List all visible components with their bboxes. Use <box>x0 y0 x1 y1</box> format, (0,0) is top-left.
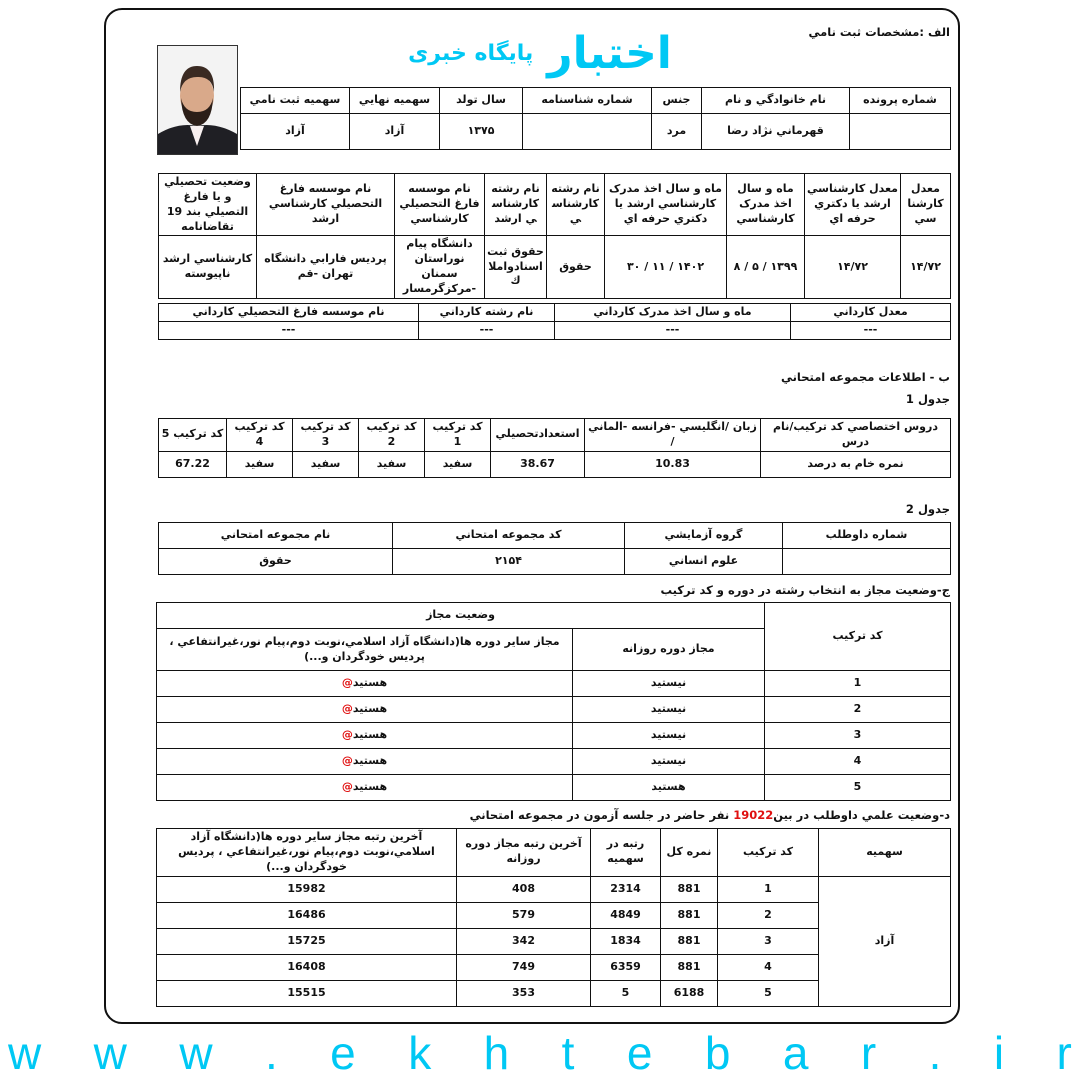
rank-cell: 4849 <box>591 902 661 928</box>
header-cell: آخرين رتبه مجاز دوره روزانه <box>457 829 591 877</box>
url-char: . <box>928 1027 942 1079</box>
other-status: هستيد <box>352 728 388 742</box>
at-mark: @ <box>341 676 353 690</box>
header-cell: استعدادتحصيلي <box>491 419 585 452</box>
registered-quota-value: آزاد <box>241 114 350 150</box>
daily-cell: نيستيد <box>573 671 765 697</box>
header-cell: نام موسسه فارغ التحصيلي كارشناسي <box>395 174 485 236</box>
score-cell: 881 <box>661 902 718 928</box>
code-cell: 1 <box>765 671 951 697</box>
header-cell: كد تركيب <box>765 603 951 671</box>
at-mark: @ <box>341 754 353 768</box>
table-header-row <box>159 304 951 322</box>
header-cell: وضعيت تحصيلي و يا فارغ التصيلي بند 19 تقاضانامه <box>159 174 257 236</box>
watermark-logo: اختبار <box>547 28 672 79</box>
code-cell: 1 <box>718 876 819 902</box>
table-cell: سفيد <box>425 451 491 477</box>
header-cell: نام رشته كارداني <box>419 304 555 322</box>
header-cell: نام رشته كارشناسي <box>547 174 605 236</box>
ranking-table <box>156 828 951 1007</box>
section-d-prefix: د-وضعيت علمي داوطلب در بين <box>773 808 950 822</box>
birth-year-value: ۱۳۷۵ <box>440 114 523 150</box>
table1-caption: جدول 1 <box>905 392 950 406</box>
at-mark: @ <box>341 702 353 716</box>
url-char: w <box>8 1027 42 1079</box>
table-cell: سفيد <box>227 451 293 477</box>
table-row <box>157 671 951 697</box>
header-cell: كد تركيب <box>718 829 819 877</box>
section-d-suffix: نفر حاضر در جلسه آزمون در مجموعه امتحاني <box>469 808 734 822</box>
table-header-row <box>157 829 951 877</box>
exam-scores-table <box>158 418 951 478</box>
header-cell: سهميه ثبت نامي <box>241 88 350 114</box>
associate-degree-table <box>158 303 951 340</box>
table-cell: ۱۴/۷۲ <box>901 236 951 298</box>
url-char: e <box>626 1027 653 1079</box>
eligibility-table <box>156 602 951 801</box>
table-row <box>157 775 951 801</box>
other-status: هستيد <box>352 702 388 716</box>
participant-count: 19022 <box>733 808 774 822</box>
other-rank-cell: 15725 <box>157 928 457 954</box>
other-rank-cell: 15515 <box>157 980 457 1006</box>
header-cell: شماره شناسنامه <box>523 88 652 114</box>
exam-group-table <box>158 522 951 575</box>
header-cell: ماه و سال اخذ مدرک كارداني <box>555 304 791 322</box>
table-cell: سفيد <box>359 451 425 477</box>
website-url <box>0 1027 1080 1079</box>
other-cell <box>157 775 573 801</box>
header-cell: شماره داوطلب <box>783 523 951 549</box>
table-row <box>159 451 951 477</box>
score-cell: 881 <box>661 954 718 980</box>
id-number-value <box>523 114 652 150</box>
url-char: b <box>704 1027 731 1079</box>
daily-cell: نيستيد <box>573 723 765 749</box>
header-cell: نمره كل <box>661 829 718 877</box>
code-cell: 5 <box>765 775 951 801</box>
header-cell: معدل كارشناسي ارشد يا دكتري حرفه اي <box>805 174 901 236</box>
other-status: هستيد <box>352 780 388 794</box>
table-cell: --- <box>555 321 791 339</box>
table-row <box>157 697 951 723</box>
table2-caption: جدول 2 <box>905 502 950 516</box>
table-cell: دانشگاه پيام نوراستان سمنان -مركزگرمسار <box>395 236 485 298</box>
header-cell: نام خانوادگي و نام <box>702 88 850 114</box>
table-cell: حقوق <box>547 236 605 298</box>
url-char: w <box>93 1027 127 1079</box>
header-cell: دروس اختصاصي كد تركيب/نام درس <box>761 419 951 452</box>
section-d-title <box>470 808 950 822</box>
daily-cell: هستيد <box>573 775 765 801</box>
header-cell: سهميه نهايي <box>350 88 440 114</box>
header-cell: معدل كارداني <box>791 304 951 322</box>
header-cell: معدل كارشناسي <box>901 174 951 236</box>
header-cell: كد تركيب 3 <box>293 419 359 452</box>
table-cell: علوم انساني <box>625 549 783 575</box>
table-cell: --- <box>419 321 555 339</box>
other-cell <box>157 697 573 723</box>
table-row <box>159 549 951 575</box>
code-cell: 3 <box>765 723 951 749</box>
other-rank-cell: 16486 <box>157 902 457 928</box>
quota-cell: آزاد <box>819 876 951 1006</box>
table-row <box>241 114 951 150</box>
at-mark: @ <box>341 728 353 742</box>
url-char: r <box>1056 1027 1072 1079</box>
header-cell: سهميه <box>819 829 951 877</box>
code-cell: 5 <box>718 980 819 1006</box>
score-cell: 881 <box>661 876 718 902</box>
daily-cell: نيستيد <box>573 697 765 723</box>
file-number-value <box>850 114 951 150</box>
url-char: k <box>408 1027 432 1079</box>
url-char: t <box>561 1027 575 1079</box>
other-cell <box>157 723 573 749</box>
table-cell: 10.83 <box>585 451 761 477</box>
table-cell: ۱۴/۷۲ <box>805 236 901 298</box>
url-char: e <box>330 1027 356 1079</box>
header-cell: كد تركيب 2 <box>359 419 425 452</box>
table-header-row <box>159 523 951 549</box>
header-cell: وضعيت مجاز <box>157 603 765 629</box>
table-cell: ۲۱۵۴ <box>393 549 625 575</box>
final-quota-value: آزاد <box>350 114 440 150</box>
table-cell: حقوق ثبت اسنادواملاك <box>485 236 547 298</box>
code-cell: 3 <box>718 928 819 954</box>
daily-rank-cell: 342 <box>457 928 591 954</box>
header-cell: گروه آزمايشي <box>625 523 783 549</box>
section-a-title: الف :مشخصات ثبت نامي <box>808 25 950 39</box>
table-row <box>159 321 951 339</box>
personal-info-table <box>240 87 951 150</box>
table-header-row <box>159 419 951 452</box>
rank-cell: 1834 <box>591 928 661 954</box>
table-cell: ۱۳۹۹ / ۵ / ۸ <box>727 236 805 298</box>
table-cell: سفيد <box>293 451 359 477</box>
table-cell: --- <box>159 321 419 339</box>
other-rank-cell: 16408 <box>157 954 457 980</box>
watermark-tagline: پایگاه خبری <box>408 41 534 66</box>
header-cell: كد تركيب 1 <box>425 419 491 452</box>
candidate-photo <box>157 45 238 155</box>
url-char: w <box>179 1027 213 1079</box>
header-cell: آخرين رتبه مجاز ساير دوره ها(دانشگاه آزاد اسلامي،نوبت دوم،پيام نور،غيرانتفاعي ، پرديس خودگردان و...) <box>157 829 457 877</box>
table-cell: حقوق <box>159 549 393 575</box>
url-char: h <box>483 1027 510 1079</box>
url-char: . <box>264 1027 278 1079</box>
url-char: i <box>993 1027 1005 1079</box>
table-cell: 67.22 <box>159 451 227 477</box>
rank-cell: 6359 <box>591 954 661 980</box>
table-cell: ۱۴۰۲ / ۱۱ / ۳۰ <box>605 236 727 298</box>
other-status: هستيد <box>352 754 388 768</box>
table-cell: پرديس فارابي دانشگاه تهران -قم <box>257 236 395 298</box>
header-cell: رتبه در سهميه <box>591 829 661 877</box>
header-cell: نام موسسه فارغ التحصيلي كارشناسي ارشد <box>257 174 395 236</box>
table-cell: 38.67 <box>491 451 585 477</box>
score-cell: 6188 <box>661 980 718 1006</box>
header-cell: نام رشته كارشناسي ارشد <box>485 174 547 236</box>
table-cell: --- <box>791 321 951 339</box>
score-cell: 881 <box>661 928 718 954</box>
table-header-row <box>159 174 951 236</box>
url-char: a <box>782 1027 809 1079</box>
full-name-value: قهرماني نژاد رضا <box>702 114 850 150</box>
daily-rank-cell: 749 <box>457 954 591 980</box>
header-cell: كد مجموعه امتحاني <box>393 523 625 549</box>
daily-rank-cell: 353 <box>457 980 591 1006</box>
table-row <box>157 749 951 775</box>
other-rank-cell: 15982 <box>157 876 457 902</box>
at-mark: @ <box>341 780 353 794</box>
rank-cell: 2314 <box>591 876 661 902</box>
header-cell: كد تركيب 5 <box>159 419 227 452</box>
header-cell: سال تولد <box>440 88 523 114</box>
section-b-title: ب - اطلاعات مجموعه امتحاني <box>780 370 950 384</box>
table-row <box>159 236 951 298</box>
code-cell: 2 <box>765 697 951 723</box>
header-cell: كد تركيب 4 <box>227 419 293 452</box>
header-cell: نام مجموعه امتحاني <box>159 523 393 549</box>
other-cell <box>157 749 573 775</box>
header-cell: مجاز ساير دوره ها(دانشگاه آزاد اسلامي،نوبت دوم،پيام نور،غيرانتفاعي ، پرديس خودگردان و...) <box>157 629 573 671</box>
header-cell: جنس <box>652 88 702 114</box>
table-header-row <box>241 88 951 114</box>
table-row <box>157 723 951 749</box>
code-cell: 2 <box>718 902 819 928</box>
table-row <box>157 876 951 902</box>
rank-cell: 5 <box>591 980 661 1006</box>
header-cell: ماه و سال اخذ مدرک كارشناسي <box>727 174 805 236</box>
other-cell <box>157 671 573 697</box>
header-cell: مجاز دوره روزانه <box>573 629 765 671</box>
url-char: r <box>860 1027 877 1079</box>
code-cell: 4 <box>718 954 819 980</box>
header-cell: زبان /انگليسي -فرانسه -الماني / <box>585 419 761 452</box>
header-cell: نام موسسه فارغ التحصيلي كارداني <box>159 304 419 322</box>
table-cell <box>783 549 951 575</box>
gender-value: مرد <box>652 114 702 150</box>
other-status: هستيد <box>352 676 388 690</box>
daily-rank-cell: 408 <box>457 876 591 902</box>
header-cell: شماره پرونده <box>850 88 951 114</box>
header-cell: ماه و سال اخذ مدرک كارشناسي ارشد يا دكتري حرفه اي <box>605 174 727 236</box>
section-c-title: ج-وضعيت مجاز به انتخاب رشته در دوره و كد تركيب <box>660 583 950 597</box>
table-cell: نمره خام به درصد <box>761 451 951 477</box>
table-cell: كارشناسي ارشد ناپيوسته <box>159 236 257 298</box>
daily-rank-cell: 579 <box>457 902 591 928</box>
code-cell: 4 <box>765 749 951 775</box>
education-table <box>158 173 951 299</box>
daily-cell: نيستيد <box>573 749 765 775</box>
